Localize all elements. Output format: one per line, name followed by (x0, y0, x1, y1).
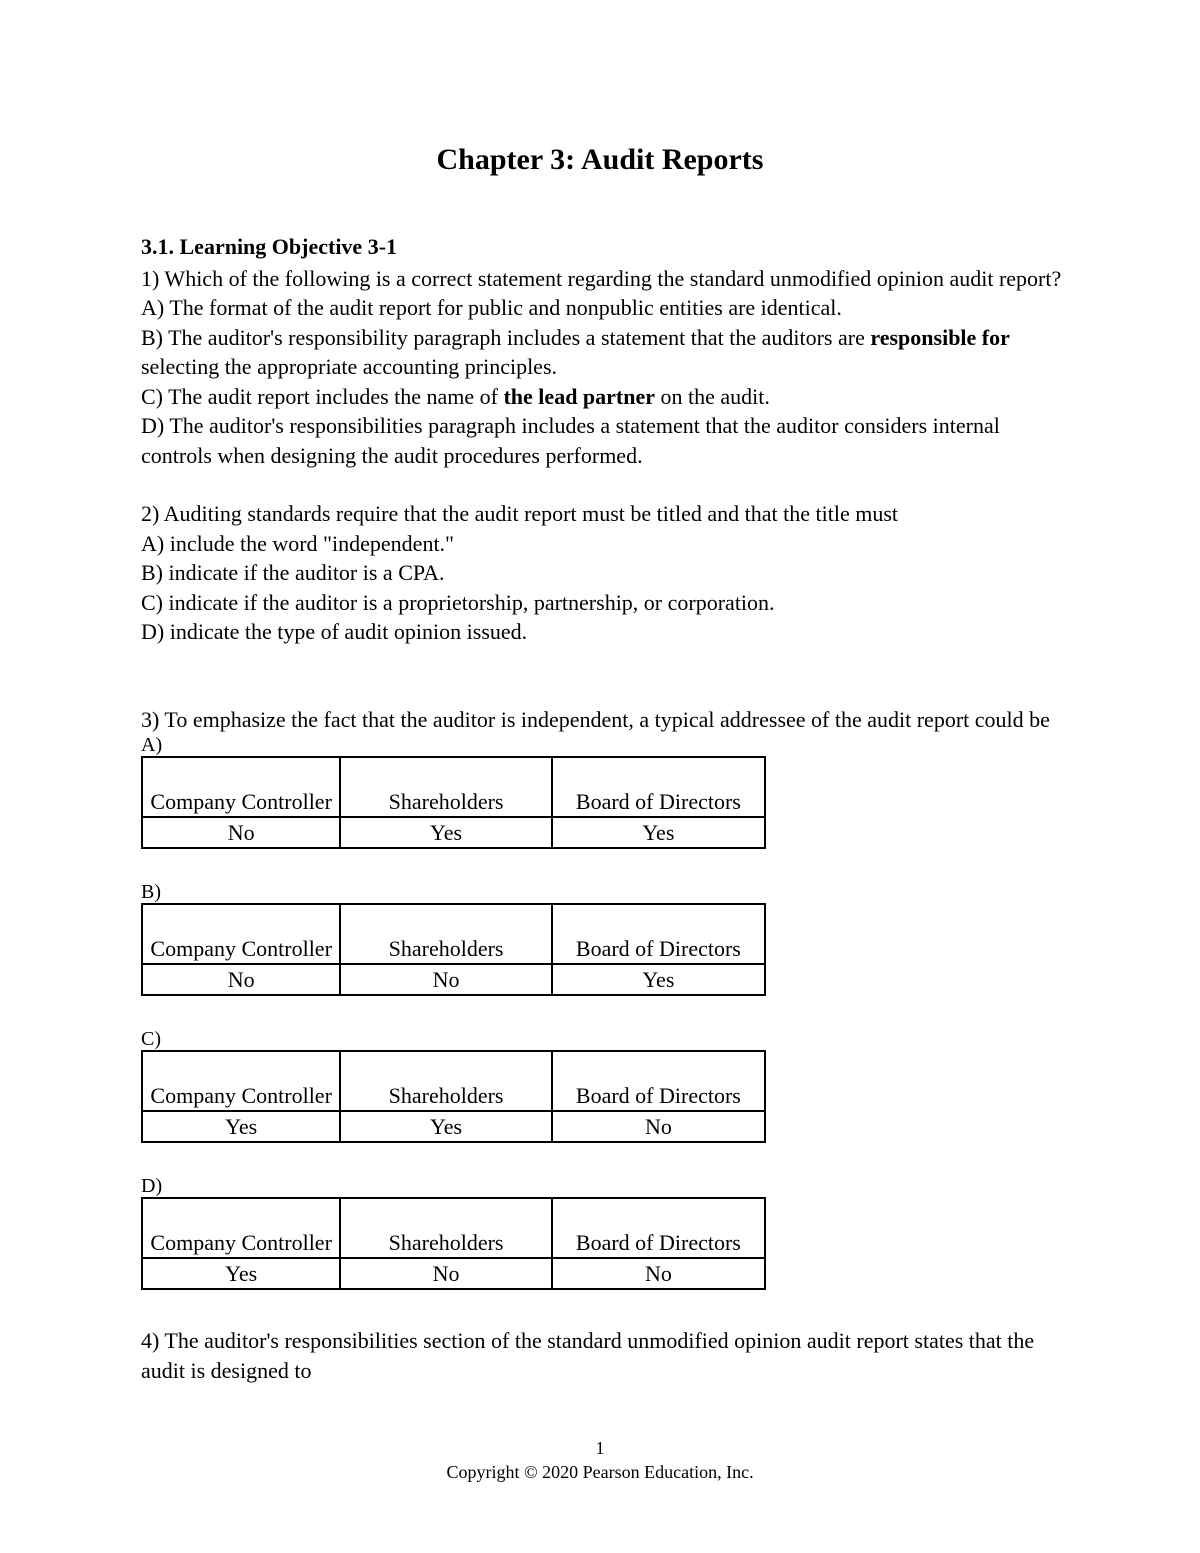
option-c-text-start: C) The audit report includes the name of (141, 383, 504, 409)
question-2-option-b: B) indicate if the auditor is a CPA. (141, 560, 445, 585)
question-2-stem: 2) Auditing standards require that the audit report must be titled and that the title must (141, 501, 899, 526)
header-company-controller: Company Controller (142, 757, 340, 817)
cell-board-of-directors: Yes (552, 964, 765, 995)
header-shareholders: Shareholders (340, 904, 551, 964)
cell-shareholders: Yes (340, 1111, 551, 1142)
table-row (142, 1111, 765, 1142)
spacer (141, 1143, 1071, 1175)
table-header-row (142, 1198, 765, 1258)
question-3 (141, 705, 1071, 1291)
header-shareholders: Shareholders (340, 1051, 551, 1111)
option-b-bold-text: responsible for (870, 324, 1010, 350)
spacer (141, 849, 1071, 881)
option-a-label: A) (141, 734, 163, 756)
table-row (142, 1258, 765, 1289)
option-b-table (141, 903, 766, 996)
question-2-option-c: C) indicate if the auditor is a proprietorship, partnership, or corporation. (141, 589, 775, 615)
table-header-row (142, 1051, 765, 1111)
table-header-row (142, 904, 765, 964)
cell-company-controller: No (142, 964, 340, 995)
cell-company-controller: No (142, 817, 340, 848)
question-2-option-d: D) indicate the type of audit opinion issued. (141, 619, 528, 644)
copyright-notice: Copyright © 2020 Pearson Education, Inc. (446, 1462, 754, 1482)
option-c-bold-text: the lead partner (503, 383, 656, 409)
chapter-title: Chapter 3: Audit Reports (436, 143, 764, 176)
question-4-stem: 4) The auditor's responsibilities section of the standard unmodified opinion audit report states that the audit is designed to (141, 1328, 1035, 1383)
question-1-option-a: A) The format of the audit report for public and nonpublic entities are identical. (141, 295, 842, 320)
header-shareholders: Shareholders (340, 1198, 551, 1258)
cell-shareholders: Yes (340, 817, 551, 848)
spacer (141, 996, 1071, 1028)
question-1 (141, 264, 1071, 471)
table-row (142, 964, 765, 995)
header-board-of-directors: Board of Directors (552, 1051, 765, 1111)
cell-shareholders: No (340, 1258, 551, 1289)
option-d-table (141, 1197, 766, 1290)
question-1-option-d: D) The auditor's responsibilities paragraph includes a statement that the auditor considers internal controls when designing the audit procedures performed. (141, 413, 1000, 468)
question-1-option-c (141, 382, 1071, 412)
cell-board-of-directors: No (552, 1258, 765, 1289)
question-4 (141, 1326, 1071, 1385)
spacer (141, 647, 1071, 705)
option-c-table (141, 1050, 766, 1143)
page-number: 1 (595, 1438, 605, 1458)
cell-board-of-directors: No (552, 1111, 765, 1142)
question-1-option-b (141, 323, 1071, 382)
cell-company-controller: Yes (142, 1258, 340, 1289)
option-b-label: B) (141, 881, 161, 903)
spacer (141, 470, 1071, 499)
header-board-of-directors: Board of Directors (552, 1198, 765, 1258)
page-content (141, 232, 1071, 1385)
table-header-row (142, 757, 765, 817)
header-company-controller: Company Controller (142, 1051, 340, 1111)
header-company-controller: Company Controller (142, 1198, 340, 1258)
option-b-text-end: selecting the appropriate accounting principles. (141, 354, 558, 379)
cell-shareholders: No (340, 964, 551, 995)
section-heading: 3.1. Learning Objective 3-1 (141, 234, 398, 259)
table-row (142, 817, 765, 848)
question-1-stem: 1) Which of the following is a correct statement regarding the standard unmodified opinion audit report? (141, 265, 1062, 291)
header-board-of-directors: Board of Directors (552, 904, 765, 964)
cell-board-of-directors: Yes (552, 817, 765, 848)
spacer (141, 1290, 1071, 1326)
question-2 (141, 499, 1071, 647)
header-shareholders: Shareholders (340, 757, 551, 817)
option-d-label: D) (141, 1175, 163, 1197)
option-a-table (141, 756, 766, 849)
header-board-of-directors: Board of Directors (552, 757, 765, 817)
option-c-label: C) (141, 1028, 161, 1050)
question-3-stem: 3) To emphasize the fact that the auditor is independent, a typical addressee of the audit report could be (141, 706, 1050, 732)
option-b-text-start: B) The auditor's responsibility paragraph includes a statement that the auditors are (141, 324, 871, 350)
question-2-option-a: A) include the word "independent." (141, 530, 455, 556)
header-company-controller: Company Controller (142, 904, 340, 964)
cell-company-controller: Yes (142, 1111, 340, 1142)
option-c-text-end: on the audit. (655, 383, 770, 409)
